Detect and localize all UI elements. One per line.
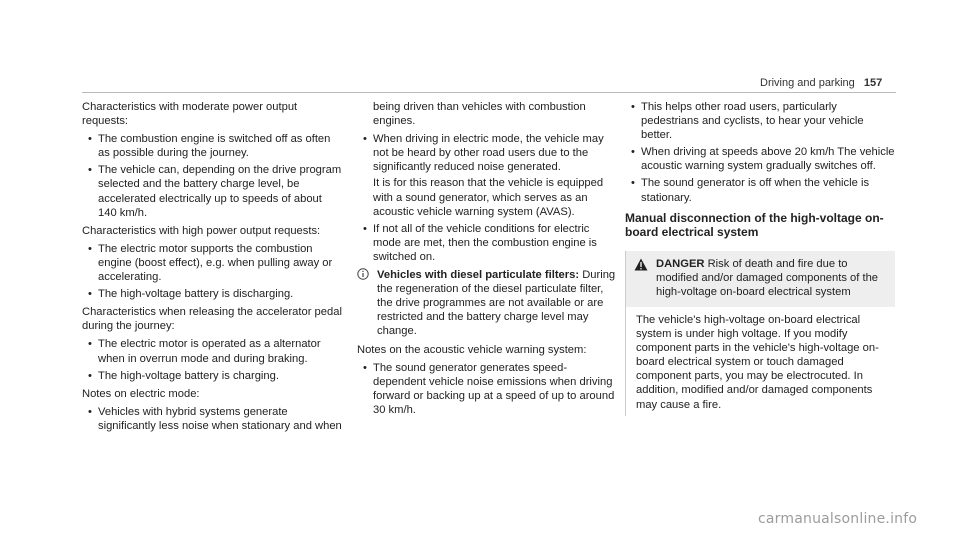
list-item: • The sound generator generates speed-dependent vehicle noise emissions when driving forward or backing up at a speed of up to around 30 km/h. — [357, 361, 617, 417]
list-item: • The vehicle can, depending on the drive program selected and the battery charge level, be accelerated electrically up to speeds of about 140 km/h. — [82, 163, 342, 219]
list-item-text: • When driving in electric mode, the vehicle may not be heard by other road users due to the significantly reduced noise generated. — [373, 133, 604, 174]
bullet-list — [625, 100, 895, 205]
list-item: • The sound generator is off when the vehicle is stationary. — [625, 176, 895, 204]
danger-box — [625, 251, 895, 416]
column-3 — [625, 100, 895, 416]
list-item-continuation: It is for this reason that the vehicle is equipped with a sound generator, which serves as an acoustic vehicle warning system (AVAS). — [373, 177, 604, 218]
page-header — [760, 76, 882, 90]
bullet-list — [82, 337, 342, 382]
danger-headline: Risk of death and fire due to modified and/or damaged components of the high-voltage on-board electrical system — [656, 257, 879, 298]
section-title: Driving and parking — [760, 77, 855, 89]
continued-text: being driven than vehicles with combustion engines. — [373, 101, 586, 128]
list-item: • Vehicles with hybrid systems generate significantly less noise when stationary and when — [82, 405, 342, 433]
paragraph: Notes on electric mode: — [82, 387, 200, 400]
watermark: carmanualsonline.info — [758, 511, 918, 527]
danger-header — [626, 251, 895, 307]
page-number: 157 — [863, 77, 883, 89]
bullet-list — [357, 361, 617, 417]
list-item: • The electric motor is operated as a alternator when in overrun mode and during braking. — [82, 337, 342, 365]
column-1 — [82, 100, 342, 437]
section-heading: Manual disconnection of the high-voltage on-board electrical system — [625, 210, 884, 239]
paragraph: Notes on the acoustic vehicle warning system: — [357, 343, 587, 356]
note-block — [357, 268, 617, 338]
list-item: • The electric motor supports the combustion engine (boost effect), e.g. when pulling away or accelerating. — [82, 242, 342, 284]
list-item: • The combustion engine is switched off as often as possible during the journey. — [82, 132, 342, 160]
bullet-list — [357, 132, 617, 264]
note-text: During the regeneration of the diesel particulate filter, the drive programmes are not available or are restricted and the battery charge level may change. — [377, 269, 616, 338]
info-icon — [357, 268, 369, 280]
bullet-list — [82, 242, 342, 301]
list-item: • When driving at speeds above 20 km/h The vehicle acoustic warning system gradually switches off. — [625, 145, 895, 173]
list-item: • This helps other road users, particularly pedestrians and cyclists, to hear your vehicle better. — [625, 100, 895, 142]
warning-triangle-icon — [634, 258, 648, 271]
danger-body: The vehicle's high-voltage on-board electrical system is under high voltage. If you modify component parts in the vehicle's high-voltage on-board electrical system or touch damaged component parts, you may be electrocuted. In addition, modified and/or damaged components may cause a fire. — [636, 313, 879, 411]
list-item: • The high-voltage battery is charging. — [82, 369, 342, 383]
list-item: • If not all of the vehicle conditions for electric mode are met, then the combustion engine is switched on. — [357, 222, 617, 264]
column-2 — [357, 100, 617, 421]
paragraph: Characteristics with high power output requests: — [82, 224, 321, 237]
paragraph: Characteristics with moderate power output requests: — [82, 101, 298, 128]
bullet-list — [82, 132, 342, 220]
note-title: Vehicles with diesel particulate filters: — [377, 269, 580, 282]
paragraph: Characteristics when releasing the accelerator pedal during the journey: — [82, 306, 342, 333]
list-item: • The high-voltage battery is discharging. — [82, 287, 342, 301]
bullet-list — [82, 405, 342, 433]
danger-label: DANGER — [656, 257, 705, 270]
header-divider — [82, 92, 896, 93]
list-item — [357, 132, 617, 219]
